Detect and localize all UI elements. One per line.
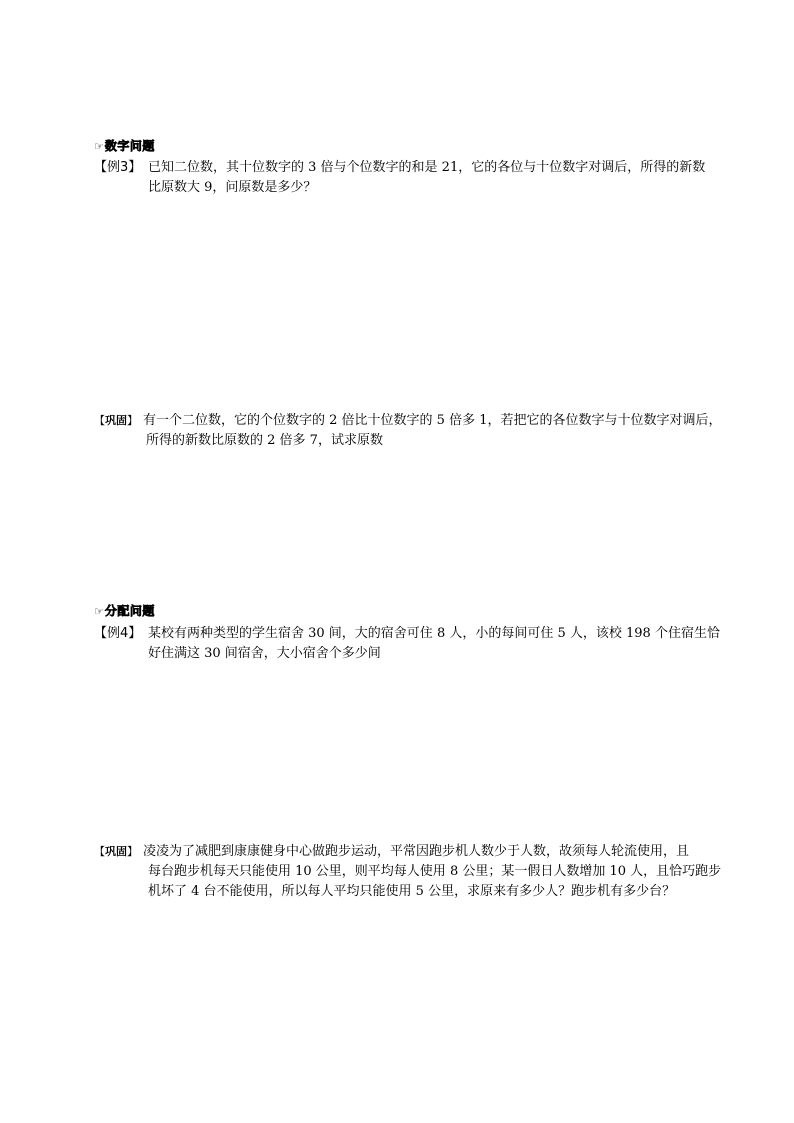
practice-tag-label: 巩固 <box>105 414 127 427</box>
section-heading-text: 数字问题 <box>104 139 155 153</box>
practice-tag-close: 】 <box>127 414 138 427</box>
practice-text <box>143 411 744 451</box>
practice-tag-open: 【 <box>94 845 105 858</box>
section-heading-allocation-problems <box>94 604 155 619</box>
practice-line: 每台跑步机每天只能使用 10 公里，则平均每人使用 8 公里；某一假日人数增加 10 人，且恰巧跑步 <box>148 864 722 879</box>
practice-tag <box>94 842 138 862</box>
example-text <box>148 624 744 664</box>
practice-tag-close: 】 <box>127 845 138 858</box>
practice-text <box>143 842 744 902</box>
practice-line: 有一个二位数，它的个位数字的 2 倍比十位数字的 5 倍多 1，若把它的各位数字与十位数字对调后， <box>143 413 722 428</box>
example-3 <box>94 158 744 198</box>
section-heading-number-problems <box>94 139 155 154</box>
practice-line: 所得的新数比原数的 2 倍多 7，试求原数 <box>146 433 383 448</box>
example-tag: 【例3】 <box>94 160 142 175</box>
example-line: 比原数大 9，问原数是多少？ <box>148 180 317 195</box>
practice-line: 机坏了 4 台不能使用，所以每人平均只能使用 5 公里，求原来有多少人？跑步机有多少台？ <box>148 884 676 899</box>
practice-line: 凌凌为了减肥到康康健身中心做跑步运动，平常因跑步机人数少于人数，故须每人轮流使用，且 <box>143 844 690 859</box>
practice-tag-label: 巩固 <box>105 845 127 858</box>
pointing-hand-icon: ☞ <box>94 140 104 153</box>
practice-1 <box>94 411 744 451</box>
example-line: 已知二位数，其十位数字的 3 倍与个位数字的和是 21，它的各位与十位数字对调后，所得的新数 <box>148 160 706 175</box>
practice-tag-open: 【 <box>94 414 105 427</box>
pointing-hand-icon: ☞ <box>94 605 104 618</box>
practice-tag <box>94 411 138 431</box>
section-heading-text: 分配问题 <box>104 604 155 618</box>
example-line: 好住满这 30 间宿舍，大小宿舍个多少间 <box>148 646 381 661</box>
practice-2 <box>94 842 744 902</box>
example-line: 某校有两种类型的学生宿舍 30 间，大的宿舍可住 8 人，小的每间可住 5 人，该校 198 个住宿生恰 <box>148 626 720 641</box>
example-tag: 【例4】 <box>94 626 142 641</box>
example-text <box>148 158 744 198</box>
example-4 <box>94 624 744 664</box>
